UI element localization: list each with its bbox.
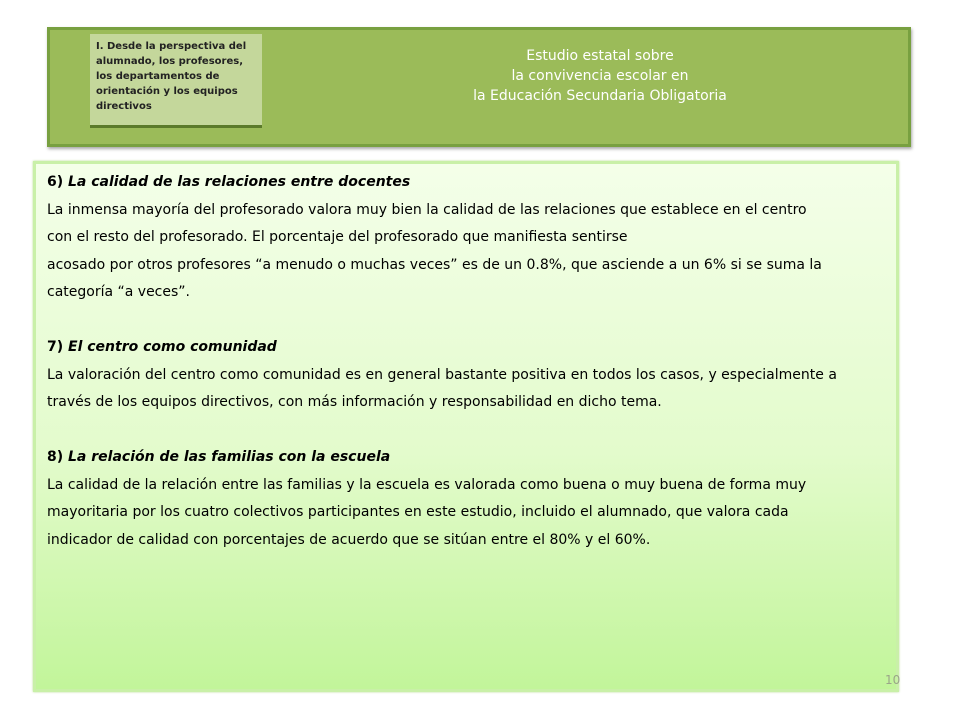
section-tag: I. Desde la perspectiva del alumnado, los profesores, los departamentos de orientación y los equipos directivos (90, 34, 262, 128)
section-heading (47, 334, 886, 362)
header-banner (47, 27, 911, 147)
title-line-2: la convivencia escolar en (511, 68, 689, 84)
title-line-1: Estudio estatal sobre (526, 48, 674, 64)
body-line: La valoración del centro como comunidad es en general bastante positiva en todos los casos, y especialmente a (47, 366, 837, 383)
section-spacer (47, 307, 886, 335)
body-line: través de los equipos directivos, con más información y responsabilidad en dicho tema. (47, 394, 662, 410)
page-number: 10 (885, 673, 901, 687)
body-line: indicador de calidad con porcentajes de acuerdo que se sitúan entre el 80% y el 60%. (47, 531, 651, 548)
presentation-title (280, 46, 920, 106)
section-title: La relación de las familias con la escuela (68, 449, 391, 465)
section-8 (47, 444, 886, 554)
body-line: La calidad de la relación entre las familias y la escuela es valorada como buena o muy buena de forma muy (47, 476, 807, 493)
section-spacer (47, 417, 886, 445)
section-number: 6) (47, 174, 64, 190)
title-line-3: la Educación Secundaria Obligatoria (473, 88, 727, 104)
section-title: La calidad de las relaciones entre docentes (68, 174, 411, 190)
section-heading (47, 169, 886, 197)
body-line: La inmensa mayoría del profesorado valora muy bien la calidad de las relaciones que establece en el centro (47, 201, 807, 218)
section-number: 7) (47, 339, 64, 355)
section-heading (47, 444, 886, 472)
section-number: 8) (47, 449, 64, 465)
body-line: acosado por otros profesores “a menudo o muchas veces” es de un 0.8%, que asciende a un 6% si se suma la (47, 256, 822, 273)
body-line: categoría “a veces”. (47, 284, 190, 300)
section-6 (47, 169, 886, 307)
content-box (33, 161, 899, 692)
body-line: mayoritaria por los cuatro colectivos participantes en este estudio, incluido el alumnado, que valora cada (47, 504, 789, 520)
body-line: con el resto del profesorado. El porcentaje del profesorado que manifiesta sentirse (47, 229, 628, 245)
section-title: El centro como comunidad (68, 339, 277, 355)
section-7 (47, 334, 886, 417)
